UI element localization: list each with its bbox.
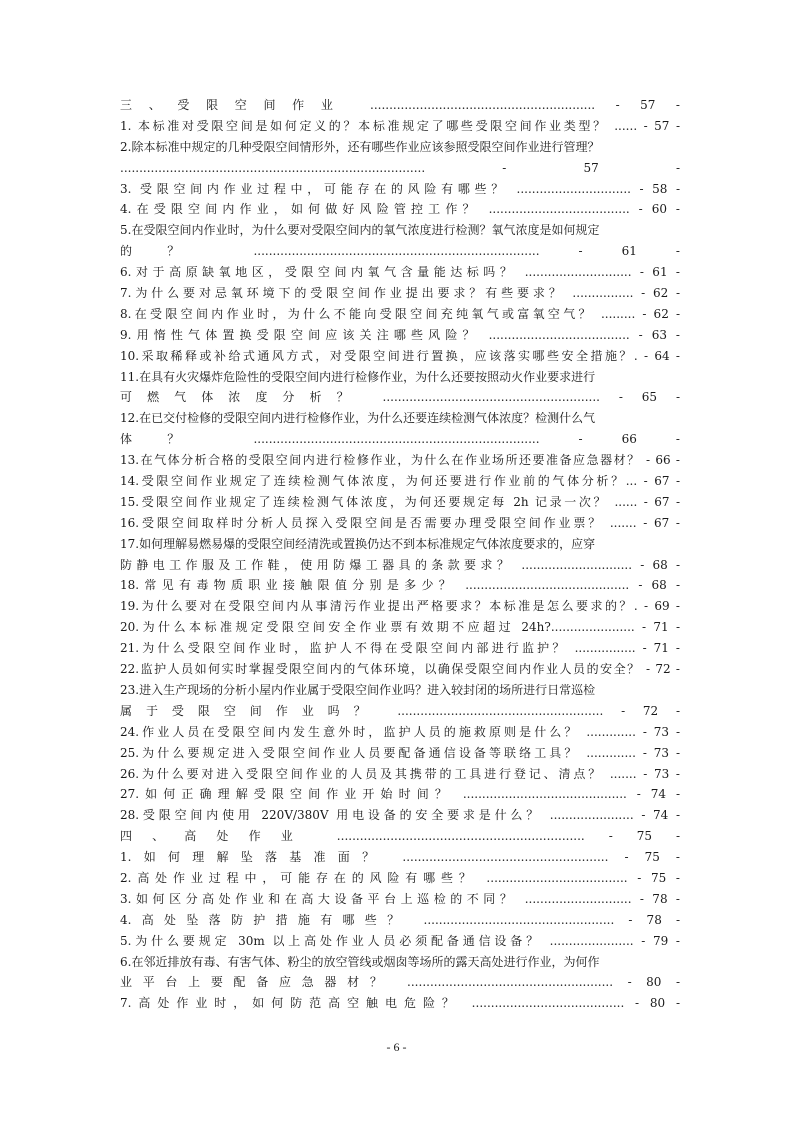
toc-line: 14.受限空间作业规定了连续检测气体浓度，为何还要进行作业前的气体分析？... - 67 - [120, 474, 680, 489]
toc-line: 8.在受限空间内作业时，为什么不能向受限空间充纯氧气或富氧空气？ ......... - 62 - [120, 306, 680, 321]
toc-line: 9.用惰性气体置换受限空间应该关注哪些风险？ ..................................... - 63 - [120, 327, 680, 342]
toc-line: 1.如何理解坠落基准面？ ...................................................... - 75 - [120, 850, 680, 865]
toc-line: 可燃气体浓度分析？ ......................................................... - 65 - [120, 390, 680, 405]
toc-line: 3.如何区分高处作业和在高大设备平台上巡检的不同？ ............................ - 78 - [120, 891, 680, 906]
toc-line: 业平台上要配备应急器材？ ...................................................... - 80 - [120, 975, 680, 990]
toc-line: 22.监护人员如何实时掌握受限空间内的气体环境，以确保受限空间内作业人员的安全？ - 72 - [120, 662, 680, 677]
toc-line: 4.高处坠落防护措施有哪些？ .................................................. - 78 - [120, 912, 680, 927]
toc-line: 7.为什么要对忌氧环境下的受限空间作业提出要求？有些要求？ ................ - 62 - [120, 286, 680, 301]
toc-line: 三、受限空间作业 ........................................................... - 57 - [120, 98, 680, 112]
toc-line: 6.对于高原缺氧地区，受限空间内氧气含量能达标吗？ ............................ - 61 - [120, 265, 680, 280]
toc-line: 20.为什么本标准规定受限空间安全作业票有效期不应超过 24h?...................... - 71 - [120, 620, 680, 635]
toc-line: 1. 本标准对受限空间是如何定义的？本标准规定了哪些受限空间作业类型？ ...... - 57 - [120, 118, 680, 133]
toc-line: 2.除本标准中规定的几种受限空间情形外，还有哪些作业应该参照受限空间作业进行管理？ [120, 139, 600, 154]
toc-line: 4.在受限空间内作业，如何做好风险管控工作？ ..................................... - 60 - [120, 202, 680, 217]
toc-line: 26.为什么要对进入受限空间作业的人员及其携带的工具进行登记、清点？ ....... - 73 - [120, 766, 680, 781]
toc-line: 7.高处作业时，如何防范高空触电危险？ ........................................ - 80 - [120, 996, 680, 1011]
toc-line: 24.作业人员在受限空间内发生意外时，监护人员的施救原则是什么？ ............. - 73 - [120, 724, 680, 739]
toc-line: 28.受限空间内使用 220V/380V 用电设备的安全要求是什么？ ...................... - 74 - [120, 808, 680, 823]
toc-line: 防静电工作服及工作鞋，使用防爆工器具的条款要求？ ............................. - 68 - [120, 557, 680, 572]
page-number: - 6 - [386, 1040, 407, 1054]
toc-line: 四、高处作业 ................................................................. - 75 - [120, 829, 680, 844]
toc-line: 10.采取稀释或补给式通风方式，对受限空间进行置换，应该落实哪些安全措施？. - 64 - [120, 348, 680, 363]
table-of-contents [120, 95, 680, 1014]
toc-line: 25.为什么要规定进入受限空间作业人员要配备通信设备等联络工具？ ............. - 73 - [120, 745, 680, 760]
toc-line: 27.如何正确理解受限空间作业开始时间？ ........................................... - 74 - [120, 787, 680, 802]
toc-line: 18.常见有毒物质职业接触限值分别是多少？ ........................................... - 68 - [120, 578, 680, 593]
toc-line: 3. 受限空间内作业过程中，可能存在的风险有哪些？ .............................. - 58 - [120, 181, 680, 196]
toc-line: 17.如何理解易燃易爆的受限空间经清洗或置换仍达不到本标准规定气体浓度要求的，应穿 [120, 536, 596, 551]
toc-line: 23.进入生产现场的分析小屋内作业属于受限空间作业吗？进入较封闭的场所进行日常巡检 [120, 682, 596, 697]
toc-line: 11.在具有火灾爆炸危险性的受限空间内进行检修作业，为什么还要按照动火作业要求进行 [120, 369, 596, 384]
toc-line: 15.受限空间作业规定了连续检测气体浓度，为何还要规定每 2h 记录一次？ ...... - 67 - [120, 494, 680, 509]
toc-line: 属于受限空间作业吗？ ...................................................... - 72 - [120, 703, 680, 718]
toc-line: 21.为什么受限空间作业时，监护人不得在受限空间内部进行监护？ ................ - 71 - [120, 641, 680, 656]
toc-line: ................................................................................ - 57 - [120, 160, 680, 175]
toc-line: 6.在邻近排放有毒、有害气体、粉尘的放空管线或烟囱等场所的露天高处进行作业，为何作 [120, 954, 600, 969]
toc-line: 体？ ........................................................................... - 66 - [120, 432, 680, 447]
toc-line: 16.受限空间取样时分析人员探入受限空间是否需要办理受限空间作业票？ ....... - 67 - [120, 515, 680, 530]
toc-line: 13.在气体分析合格的受限空间内进行检修作业，为什么在作业场所还要准备应急器材？ - 66 - [120, 453, 680, 468]
toc-line: 19.为什么要对在受限空间内从事清污作业提出严格要求？本标准是怎么要求的？. - 69 - [120, 599, 680, 614]
toc-line: 的？ ........................................................................... - 61 - [120, 244, 680, 259]
toc-line: 5.为什么要规定 30m 以上高处作业人员必须配备通信设备？ ...................... - 79 - [120, 933, 680, 948]
toc-line: 5.在受限空间内作业时，为什么要对受限空间内的氧气浓度进行检测？氧气浓度是如何规定 [120, 223, 600, 238]
toc-line: 12.在已交付检修的受限空间内进行检修作业，为什么还要连续检测气体浓度？检测什么气 [120, 411, 596, 426]
toc-line: 2.高处作业过程中，可能存在的风险有哪些？ ..................................... - 75 - [120, 870, 680, 885]
